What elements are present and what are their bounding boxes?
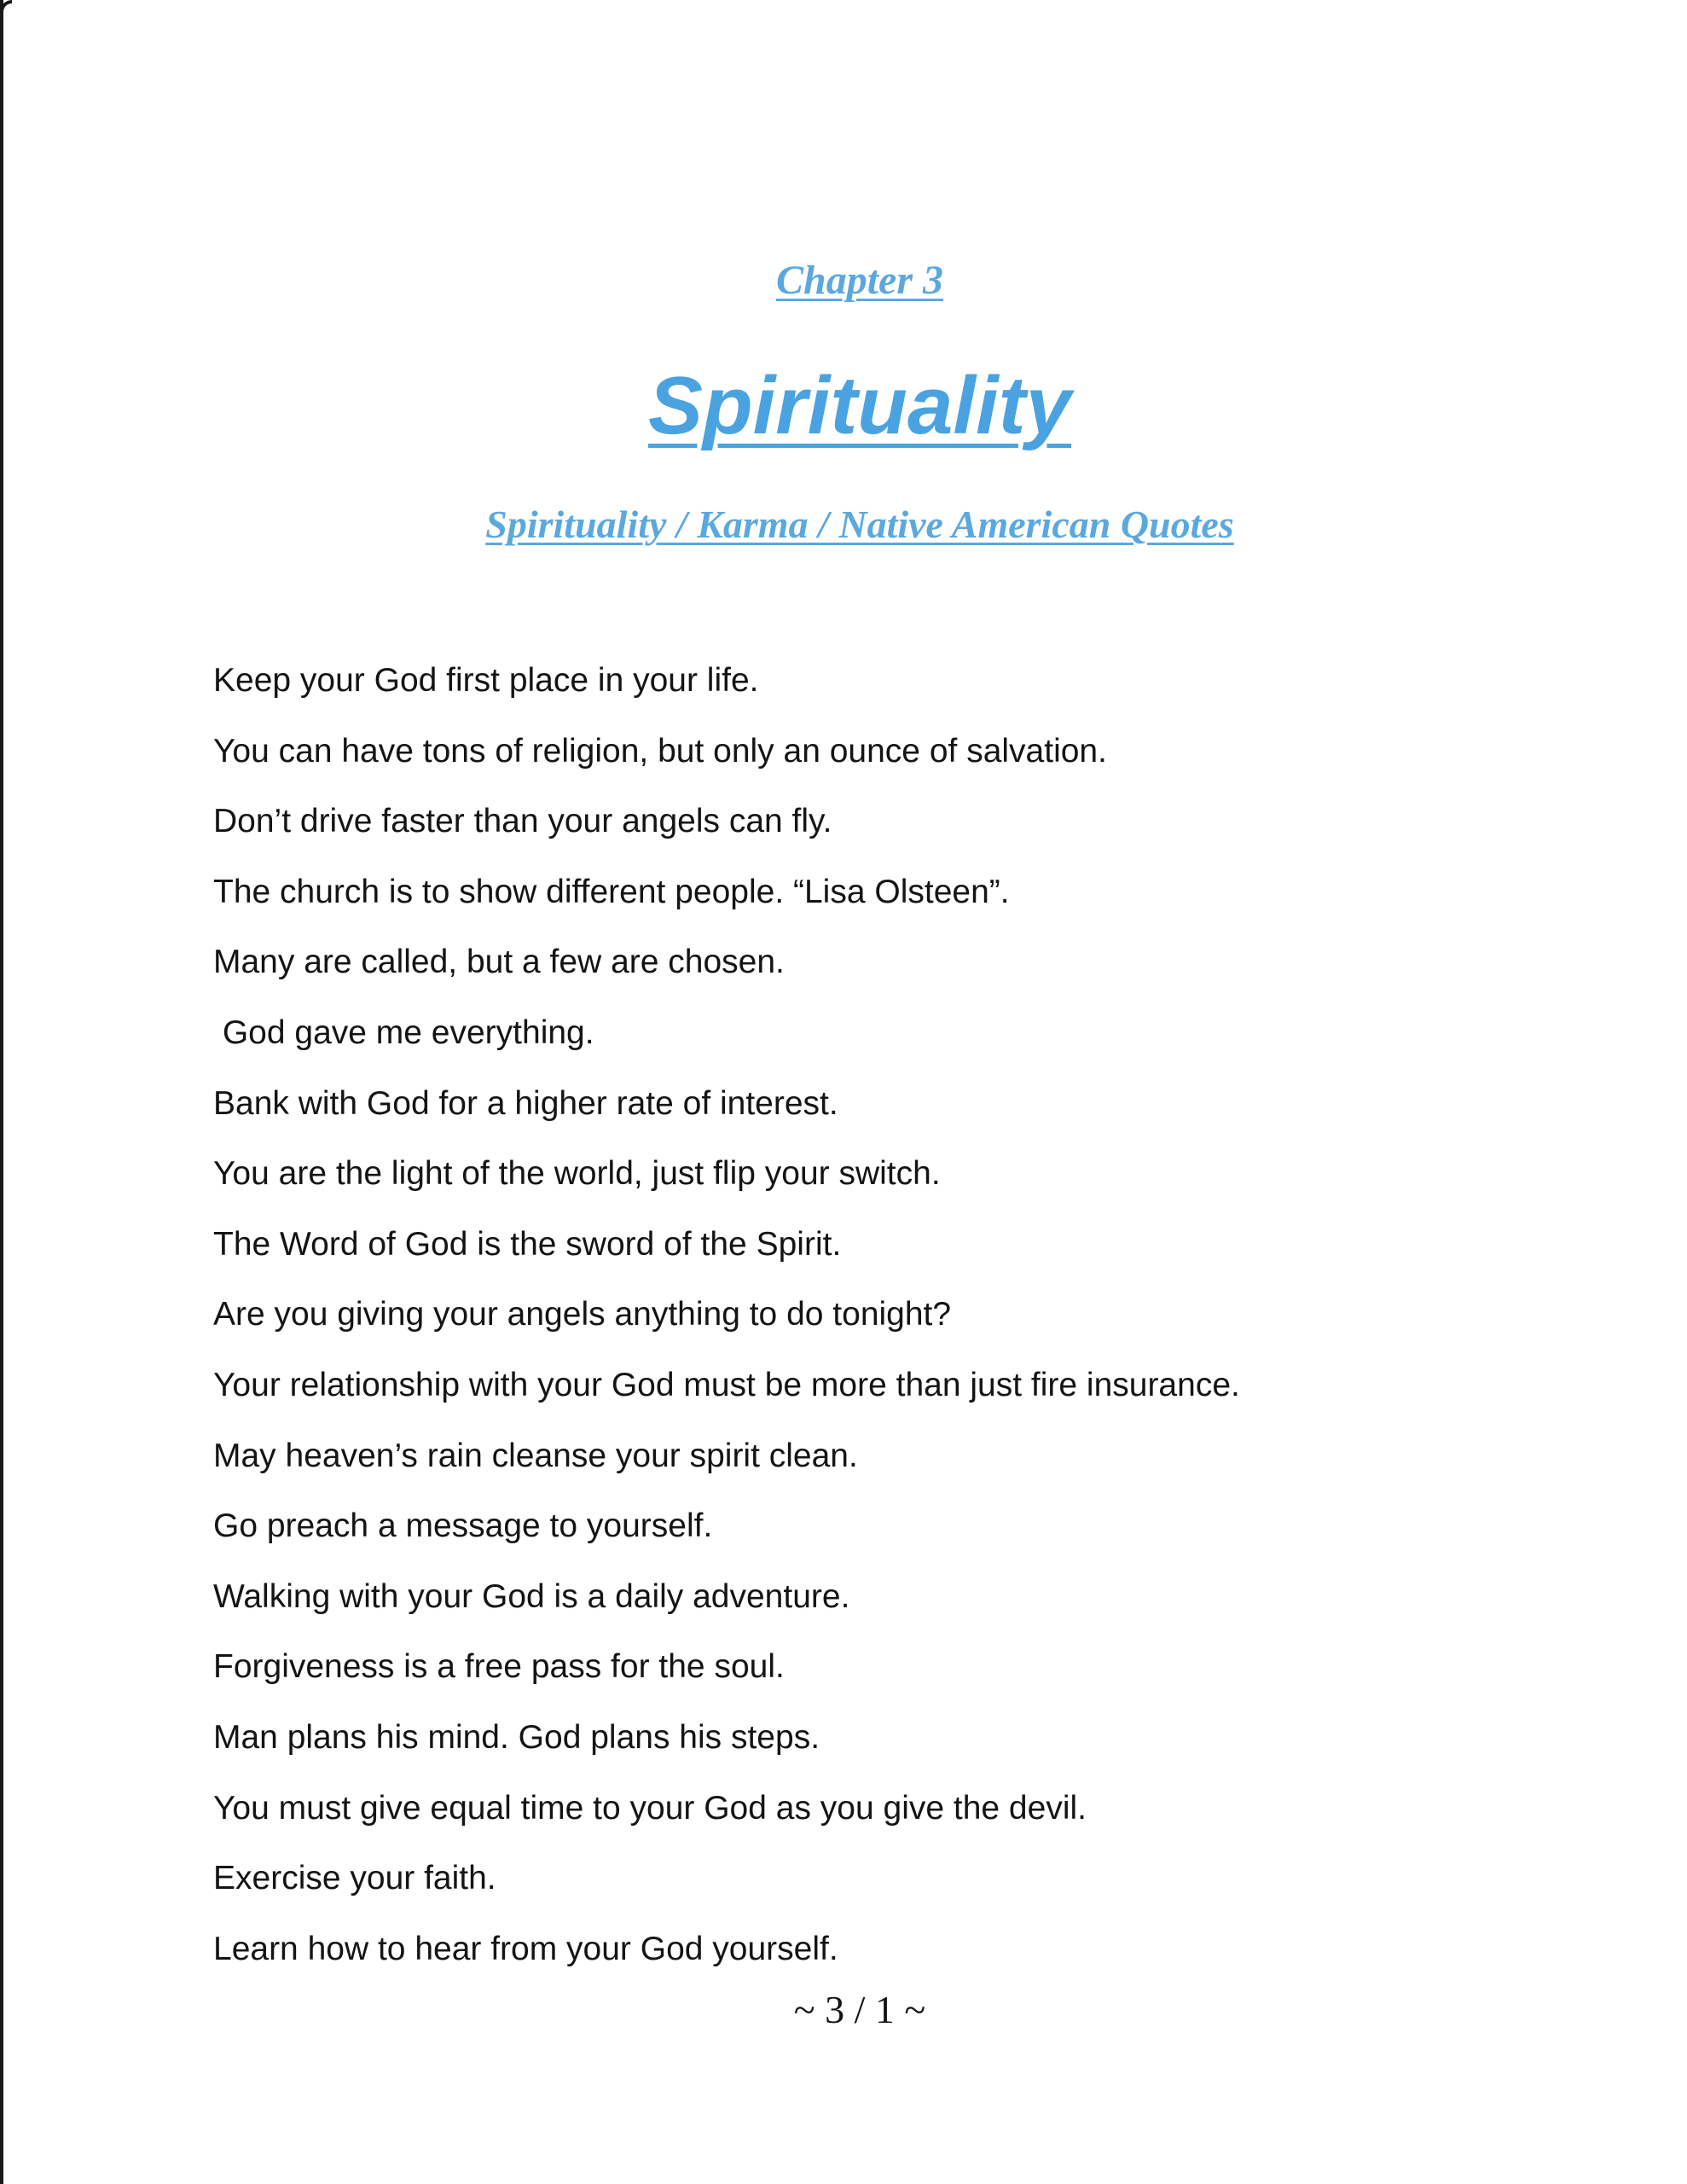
- page-number: ~ 3 / 1 ~: [793, 1988, 926, 2031]
- quote-line: Learn how to hear from your God yourself.: [213, 1930, 838, 1967]
- quote-line: Forgiveness is a free pass for the soul.: [213, 1648, 785, 1686]
- quote-list: [213, 653, 1240, 1991]
- quote-line: May heaven’s rain cleanse your spirit clean.: [213, 1437, 858, 1474]
- quote-line: Go preach a message to yourself.: [213, 1507, 713, 1545]
- quote-line: Keep your God first place in your life.: [213, 662, 759, 699]
- quote-line: The church is to show different people. “Lisa Olsteen”.: [213, 873, 1010, 910]
- quote-line: Don’t drive faster than your angels can fly.: [213, 803, 832, 840]
- quote-line: Your relationship with your God must be more than just fire insurance.: [213, 1366, 1240, 1403]
- quote-line: Many are called, but a few are chosen.: [213, 944, 785, 981]
- quote-line: Exercise your faith.: [213, 1860, 496, 1897]
- quote-line: Are you giving your angels anything to do tonight?: [213, 1296, 952, 1333]
- page-subtitle: Spirituality / Karma / Native American Quotes: [485, 502, 1234, 546]
- quote-line: You can have tons of religion, but only an ounce of salvation.: [213, 732, 1107, 770]
- chapter-label: Chapter 3: [775, 258, 944, 303]
- page-title: Spirituality: [647, 360, 1072, 451]
- quote-line: Man plans his mind. God plans his steps.: [213, 1718, 820, 1756]
- quote-line: You are the light of the world, just flip your switch.: [213, 1155, 941, 1193]
- quote-line: The Word of God is the sword of the Spirit.: [213, 1225, 842, 1263]
- quote-line: God gave me everything.: [213, 1014, 594, 1051]
- scan-border-edge: [0, 0, 3, 2184]
- quote-line: Bank with God for a higher rate of interest.: [213, 1084, 838, 1122]
- quote-line: Walking with your God is a daily adventure.: [213, 1577, 850, 1615]
- quote-line: You must give equal time to your God as you give the devil.: [213, 1789, 1087, 1827]
